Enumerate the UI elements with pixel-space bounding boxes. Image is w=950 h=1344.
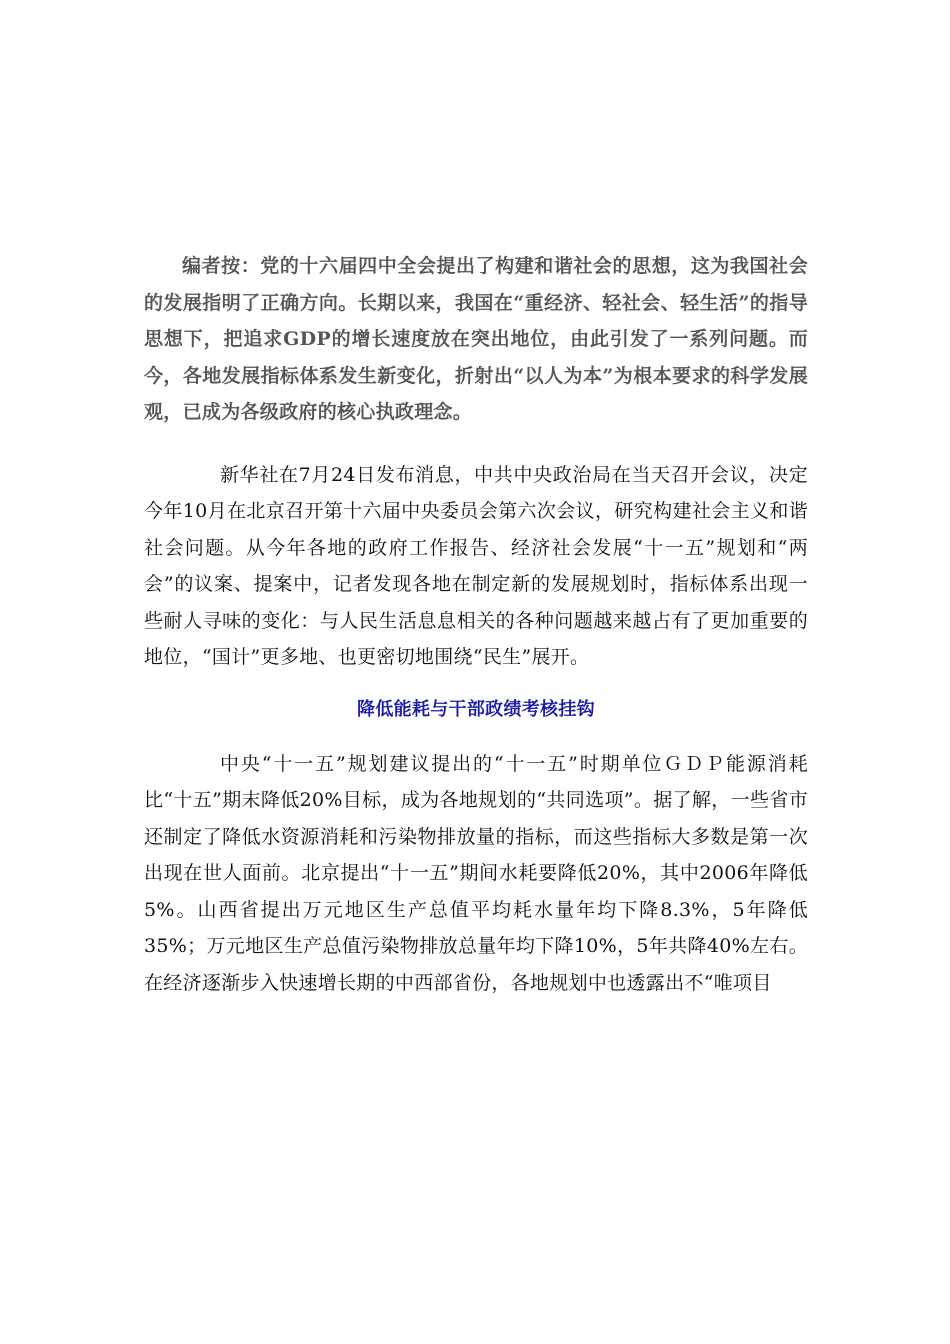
- body-paragraph-2: 中央“十一五”规划建议提出的“十一五”时期单位ＧＤＰ能源消耗比“十五”期末降低20%目标，成为各地规划的“共同选项”。据了解，一些省市还制定了降低水资源消耗和污染物排放量的指标，而这些指标大多数是第一次出现在世人面前。北京提出“十一五”期间水耗要降低20%，其中2006年降低5%。山西省提出万元地区生产总值平均耗水量年均下降8.3%，5年降低35%；万元地区生产总值污染物排放总量年均下降10%，5年共降40%左右。在经济逐渐步入快速增长期的中西部省份，各地规划中也透露出不“唯项目: [144, 752, 808, 994]
- section-heading: 降低能耗与干部政绩考核挂钩: [357, 698, 595, 720]
- document-body: [144, 248, 808, 1001]
- editor-note: 编者按：党的十六届四中全会提出了构建和谐社会的思想，这为我国社会的发展指明了正确方向。长期以来，我国在“重经济、轻社会、轻生活”的指导思想下，把追求GDP的增长速度放在突出地位，由此引发了一系列问题。而今，各地发展指标体系发生新变化，折射出“以人为本”为根本要求的科学发展观，已成为各级政府的核心执政理念。: [144, 255, 808, 423]
- body-paragraph-1: 新华社在7月24日发布消息，中共中央政治局在当天召开会议，决定今年10月在北京召开第十六届中央委员会第六次会议，研究构建社会主义和谐社会问题。从今年各地的政府工作报告、经济社会发展“十一五”规划和“两会”的议案、提案中，记者发现各地在制定新的发展规划时，指标体系出现一些耐人寻味的变化：与人民生活息息相关的各种问题越来越占有了更加重要的地位，“国计”更多地、也更密切地围绕“民生”展开。: [144, 463, 808, 668]
